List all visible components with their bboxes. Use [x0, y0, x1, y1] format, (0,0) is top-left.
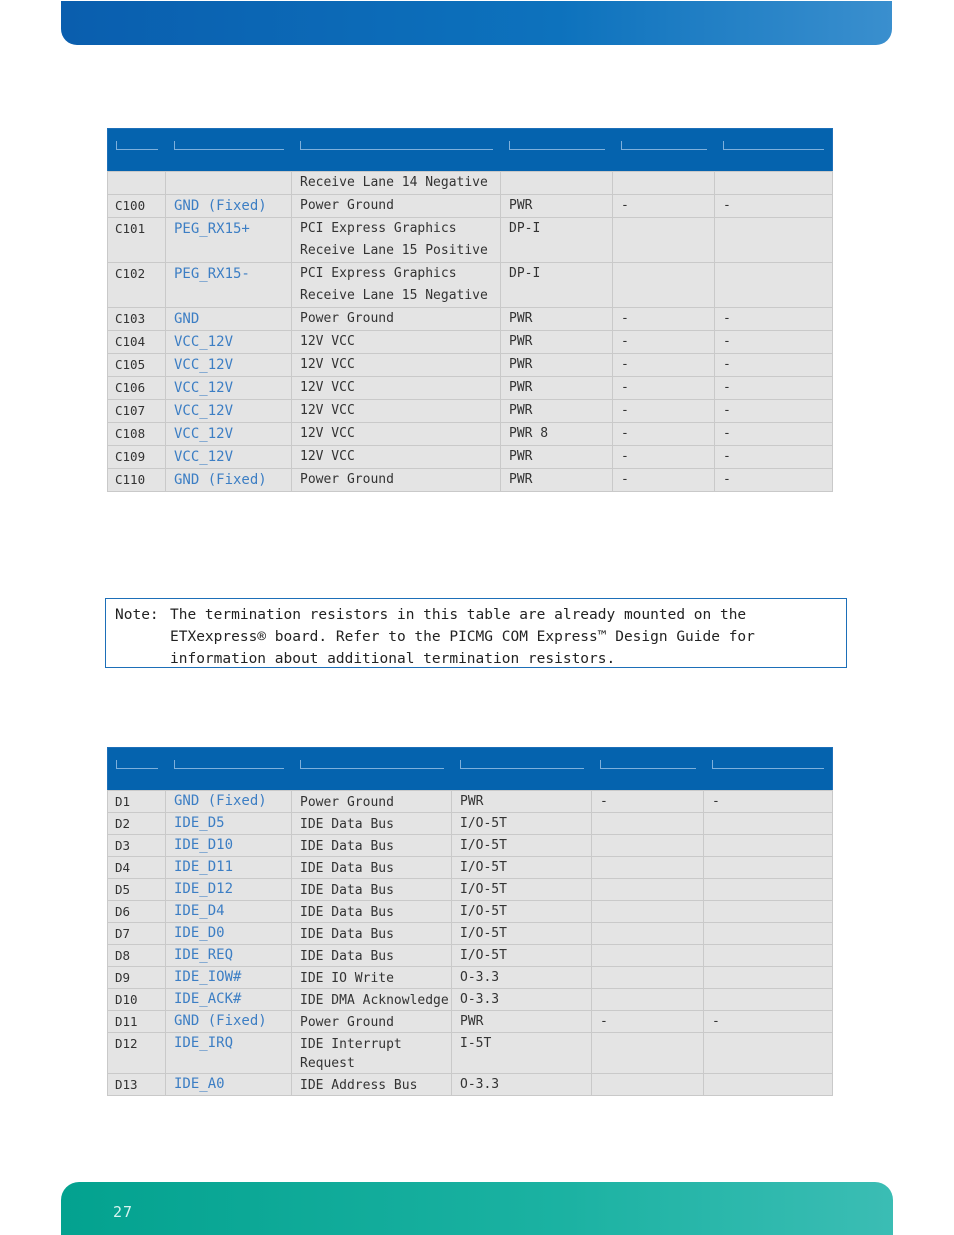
- header-cell: [613, 129, 715, 172]
- signal-name: IDE_D5: [166, 813, 292, 835]
- table-header-row: [108, 748, 833, 791]
- signal-name: VCC_12V: [166, 400, 292, 423]
- signal-name: GND: [166, 308, 292, 331]
- comment-value: -: [715, 377, 833, 400]
- io-type: I/O-5T: [452, 901, 592, 923]
- comment-value: [704, 989, 833, 1011]
- io-type: I/O-5T: [452, 879, 592, 901]
- pin-cell: C106: [108, 377, 166, 400]
- footer-banner: [61, 1182, 893, 1235]
- signal-description: Receive Lane 14 Negative: [292, 172, 501, 195]
- io-type: PWR: [501, 446, 613, 469]
- header-cell: [166, 748, 292, 791]
- signal-name: GND (Fixed): [166, 1011, 292, 1033]
- pin-cell: [108, 172, 166, 195]
- termination-value: -: [613, 354, 715, 377]
- signal-description: IDE Data Bus: [292, 901, 452, 923]
- pin-cell: D5: [108, 879, 166, 901]
- signal-name: VCC_12V: [166, 423, 292, 446]
- pin-cell: C103: [108, 308, 166, 331]
- signal-name: GND (Fixed): [166, 195, 292, 218]
- io-type: I/O-5T: [452, 857, 592, 879]
- table-row: [108, 923, 833, 945]
- termination-value: [592, 945, 704, 967]
- io-type: O-3.3: [452, 989, 592, 1011]
- io-type: [501, 172, 613, 195]
- signal-description: PCI Express Graphics Receive Lane 15 Negative: [292, 263, 501, 308]
- table-row: [108, 901, 833, 923]
- io-type: PWR: [501, 400, 613, 423]
- signal-description: 12V VCC: [292, 423, 501, 446]
- termination-value: -: [592, 791, 704, 813]
- pin-cell: D1: [108, 791, 166, 813]
- table-row: [108, 172, 833, 195]
- pin-cell: C105: [108, 354, 166, 377]
- termination-value: [592, 989, 704, 1011]
- signal-name: GND (Fixed): [166, 469, 292, 492]
- signal-description: 12V VCC: [292, 377, 501, 400]
- termination-value: [592, 857, 704, 879]
- header-cell: [292, 748, 452, 791]
- pin-cell: C104: [108, 331, 166, 354]
- signal-description: PCI Express Graphics Receive Lane 15 Positive: [292, 218, 501, 263]
- table-row: [108, 1011, 833, 1033]
- io-type: I/O-5T: [452, 835, 592, 857]
- signal-name: VCC_12V: [166, 354, 292, 377]
- signal-description: 12V VCC: [292, 331, 501, 354]
- comment-value: -: [715, 195, 833, 218]
- termination-value: [613, 172, 715, 195]
- signal-name: IDE_ACK#: [166, 989, 292, 1011]
- signal-description: IDE Data Bus: [292, 835, 452, 857]
- pin-table-d: [107, 747, 833, 1096]
- io-type: PWR: [501, 469, 613, 492]
- signal-description: IDE Data Bus: [292, 945, 452, 967]
- io-type: O-3.3: [452, 967, 592, 989]
- comment-value: [715, 218, 833, 263]
- note-box: [105, 598, 847, 668]
- signal-name: IDE_D11: [166, 857, 292, 879]
- termination-value: [613, 263, 715, 308]
- header-banner: [61, 1, 892, 45]
- header-cell: [292, 129, 501, 172]
- signal-description: IDE Address Bus: [292, 1074, 452, 1096]
- io-type: PWR: [452, 791, 592, 813]
- signal-name: PEG_RX15+: [166, 218, 292, 263]
- pin-cell: C110: [108, 469, 166, 492]
- termination-value: [592, 879, 704, 901]
- table-row: [108, 469, 833, 492]
- signal-description: 12V VCC: [292, 446, 501, 469]
- signal-description: Power Ground: [292, 195, 501, 218]
- header-cell: [108, 129, 166, 172]
- table-row: [108, 195, 833, 218]
- table-row: [108, 813, 833, 835]
- signal-description: IDE DMA Acknowledge: [292, 989, 452, 1011]
- pin-cell: D7: [108, 923, 166, 945]
- table-row: [108, 989, 833, 1011]
- signal-name: IDE_A0: [166, 1074, 292, 1096]
- signal-name: IDE_D10: [166, 835, 292, 857]
- table-row: [108, 446, 833, 469]
- comment-value: [704, 879, 833, 901]
- termination-value: [592, 901, 704, 923]
- signal-description: 12V VCC: [292, 354, 501, 377]
- page-number: 27: [113, 1203, 134, 1221]
- table-row: [108, 967, 833, 989]
- termination-value: [592, 923, 704, 945]
- pin-cell: D10: [108, 989, 166, 1011]
- header-cell: [452, 748, 592, 791]
- comment-value: [704, 945, 833, 967]
- pin-cell: D8: [108, 945, 166, 967]
- termination-value: -: [592, 1011, 704, 1033]
- comment-value: -: [715, 354, 833, 377]
- header-cell: [108, 748, 166, 791]
- table-row: [108, 400, 833, 423]
- table-row: [108, 857, 833, 879]
- comment-value: -: [715, 446, 833, 469]
- termination-value: -: [613, 446, 715, 469]
- comment-value: [704, 835, 833, 857]
- signal-description: Power Ground: [292, 1011, 452, 1033]
- header-cell: [166, 129, 292, 172]
- comment-value: [704, 813, 833, 835]
- comment-value: -: [704, 791, 833, 813]
- io-type: PWR: [501, 308, 613, 331]
- table-row: [108, 331, 833, 354]
- pin-cell: D6: [108, 901, 166, 923]
- io-type: I/O-5T: [452, 945, 592, 967]
- pin-cell: C101: [108, 218, 166, 263]
- termination-value: -: [613, 195, 715, 218]
- signal-name: IDE_D12: [166, 879, 292, 901]
- signal-name: [166, 172, 292, 195]
- table-row: [108, 835, 833, 857]
- pin-table-c: [107, 128, 833, 492]
- table-row: [108, 377, 833, 400]
- signal-description: 12V VCC: [292, 400, 501, 423]
- io-type: PWR 8: [501, 423, 613, 446]
- pin-cell: C107: [108, 400, 166, 423]
- table-header-row: [108, 129, 833, 172]
- termination-value: [592, 1033, 704, 1074]
- note-label: Note:: [115, 607, 159, 623]
- pin-cell: C102: [108, 263, 166, 308]
- table-row: [108, 945, 833, 967]
- termination-value: [613, 218, 715, 263]
- comment-value: -: [704, 1011, 833, 1033]
- comment-value: -: [715, 331, 833, 354]
- signal-name: IDE_D0: [166, 923, 292, 945]
- io-type: PWR: [501, 331, 613, 354]
- table-row: [108, 879, 833, 901]
- table-row: [108, 423, 833, 446]
- io-type: I/O-5T: [452, 923, 592, 945]
- pin-cell: C108: [108, 423, 166, 446]
- comment-value: [704, 1074, 833, 1096]
- io-type: I-5T: [452, 1033, 592, 1074]
- comment-value: -: [715, 400, 833, 423]
- pin-cell: D12: [108, 1033, 166, 1074]
- pin-cell: D3: [108, 835, 166, 857]
- signal-description: IDE Data Bus: [292, 857, 452, 879]
- signal-description: IDE Data Bus: [292, 879, 452, 901]
- signal-description: IDE Interrupt Request: [292, 1033, 452, 1074]
- io-type: I/O-5T: [452, 813, 592, 835]
- pin-cell: D9: [108, 967, 166, 989]
- header-cell: [501, 129, 613, 172]
- pin-cell: D11: [108, 1011, 166, 1033]
- comment-value: [704, 967, 833, 989]
- signal-description: IDE Data Bus: [292, 813, 452, 835]
- signal-description: IDE IO Write: [292, 967, 452, 989]
- pin-cell: D4: [108, 857, 166, 879]
- io-type: PWR: [501, 354, 613, 377]
- signal-description: Power Ground: [292, 308, 501, 331]
- header-cell: [715, 129, 833, 172]
- termination-value: -: [613, 400, 715, 423]
- pin-cell: D2: [108, 813, 166, 835]
- io-type: O-3.3: [452, 1074, 592, 1096]
- signal-name: VCC_12V: [166, 377, 292, 400]
- signal-name: IDE_IRQ: [166, 1033, 292, 1074]
- termination-value: -: [613, 423, 715, 446]
- termination-value: -: [613, 469, 715, 492]
- io-type: PWR: [452, 1011, 592, 1033]
- comment-value: [715, 263, 833, 308]
- io-type: DP-I: [501, 263, 613, 308]
- signal-name: PEG_RX15-: [166, 263, 292, 308]
- io-type: PWR: [501, 377, 613, 400]
- signal-name: VCC_12V: [166, 446, 292, 469]
- table-row: [108, 1074, 833, 1096]
- comment-value: -: [715, 469, 833, 492]
- comment-value: [704, 857, 833, 879]
- comment-value: [704, 901, 833, 923]
- pin-cell: C109: [108, 446, 166, 469]
- termination-value: [592, 967, 704, 989]
- header-cell: [592, 748, 704, 791]
- signal-description: Power Ground: [292, 469, 501, 492]
- table-row: [108, 791, 833, 813]
- termination-value: -: [613, 331, 715, 354]
- table-row: [108, 308, 833, 331]
- signal-name: VCC_12V: [166, 331, 292, 354]
- signal-name: IDE_D4: [166, 901, 292, 923]
- table-row: [108, 218, 833, 263]
- table-row: [108, 354, 833, 377]
- table-row: [108, 1033, 833, 1074]
- table-row: [108, 263, 833, 308]
- comment-value: -: [715, 423, 833, 446]
- termination-value: -: [613, 308, 715, 331]
- io-type: DP-I: [501, 218, 613, 263]
- termination-value: [592, 813, 704, 835]
- header-cell: [704, 748, 833, 791]
- comment-value: -: [715, 308, 833, 331]
- pin-cell: D13: [108, 1074, 166, 1096]
- note-text: The termination resistors in this table are already mounted on the ETXexpress® board. Refer to the PICMG COM Express™ Design Guide for information about additional termination resistors.: [170, 607, 755, 667]
- signal-name: IDE_IOW#: [166, 967, 292, 989]
- comment-value: [715, 172, 833, 195]
- termination-value: -: [613, 377, 715, 400]
- signal-description: Power Ground: [292, 791, 452, 813]
- termination-value: [592, 1074, 704, 1096]
- comment-value: [704, 923, 833, 945]
- signal-description: IDE Data Bus: [292, 923, 452, 945]
- io-type: PWR: [501, 195, 613, 218]
- pin-cell: C100: [108, 195, 166, 218]
- signal-name: GND (Fixed): [166, 791, 292, 813]
- comment-value: [704, 1033, 833, 1074]
- signal-name: IDE_REQ: [166, 945, 292, 967]
- termination-value: [592, 835, 704, 857]
